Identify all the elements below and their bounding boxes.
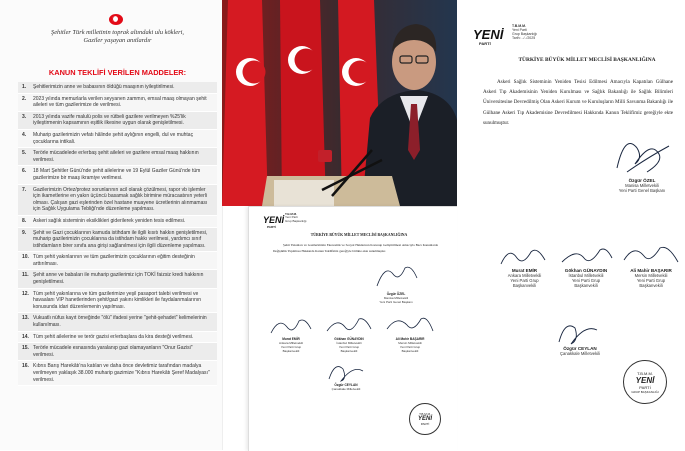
signer-role: Yeni Parti Genel Başkanı: [379, 300, 413, 304]
law-item-text: Terörle mücadelede er/erbaş şehit aileleri ve gazilere emsal maaş hakkının verilmesi.: [33, 150, 199, 163]
law-item-number: 13.: [22, 315, 29, 322]
signer-role: Yeni Parti Grup: [510, 278, 539, 283]
signer-name: Gökhan GÜNAYDIN: [334, 337, 364, 341]
signer-role: Başkanvekili: [639, 283, 663, 288]
law-item: [18, 270, 217, 288]
signature-block: [497, 244, 552, 288]
law-item-text: Terörle mücadele esnasında yaralanıp gazi olamayanların "Onur Gazisi" verilmesi.: [33, 345, 193, 358]
party-logo-sub: PARTİ: [479, 41, 491, 46]
signature-block: [620, 244, 682, 288]
header-line: Tarih: ../../2025: [512, 36, 536, 40]
document-header: [285, 213, 345, 223]
party-stamp: [623, 360, 667, 404]
law-item-number: 10.: [22, 254, 29, 261]
law-item-text: Tüm şehit yakınlarına ve tüm gazilerimize yeşil pasaport talebi verilmesi ve havaalanı VIP hanetlerinden şehit/gazi yakını kimlikleri ile faydalanmalarının konusunda idari düzenlemenin yapılması.: [33, 290, 202, 310]
signature-icon: [497, 244, 552, 268]
signer-role: Başkanvekili: [340, 349, 358, 353]
law-item-number: 2.: [22, 95, 27, 102]
petition-document-middle: [248, 206, 457, 451]
signer-title: İstanbul Milletvekili: [568, 273, 604, 278]
signature-last: [321, 359, 371, 391]
law-item-text: Şehitlerimizin anne ve babasının öldüğü maaşının iyileştirilmesi.: [33, 84, 175, 90]
signature-row: [497, 244, 682, 288]
party-logo-sub: PARTİ: [267, 225, 276, 229]
signer-name: Murat EMİR: [511, 268, 538, 273]
signer-role: Başkanvekili: [574, 283, 598, 288]
law-items-panel: [0, 0, 223, 450]
law-item-number: 7.: [22, 186, 27, 193]
signature-block: [383, 315, 437, 353]
law-item: [18, 185, 217, 216]
law-item: [18, 228, 217, 253]
law-item-text: Şehit anne ve babaları ile muharip gazilerimiz için TOKİ faizsiz kredi hakkının genişletilmesi.: [33, 272, 204, 286]
law-item-number: 3.: [22, 113, 27, 120]
law-item: [18, 166, 217, 184]
signature-icon: [267, 315, 315, 337]
law-item-number: 16.: [22, 363, 29, 370]
document-heading: TÜRKİYE BÜYÜK MİLLET MECLİSİ BAŞKANLIĞINA: [518, 57, 656, 63]
law-item-text: 2013 yılında vazife malulü polis ve rütbeli gazilere verilmeyen %25'lik iyileştirmenin kapsamının eşitlik ilkesine uygun olarak genişletilmesi.: [33, 113, 186, 127]
signature-icon: [549, 316, 611, 346]
law-item-text: Tüm şehit yakınlarının ve tüm gazilerimizin çocuklarının eğitim desteğinin arttırılması.: [33, 254, 195, 267]
signature-icon: [321, 359, 371, 383]
party-logo: YENİ: [263, 215, 285, 225]
speaker-photo-illustration: [222, 0, 457, 206]
document-heading: TÜRKİYE BÜYÜK MİLLET MECLİSİ BAŞKANLIĞINA: [310, 233, 408, 237]
law-item-text: Vukuatlı nüfus kayıt örneğinde "ölü" ifadesi yerine "şehit-şehadet" kelimelerinin kullanılması.: [33, 315, 207, 329]
law-item-number: 14.: [22, 333, 29, 340]
signer-name: Özgür ÖZEL: [386, 292, 406, 296]
signature-icon: [556, 244, 616, 268]
document-body: Askeri Sağlık Sisteminin Yeniden Tesisi Edilmesi Amacıyla Kapatılan Gülhane Askeri Tıp Akademisinin Yeniden Kurulması ve Sağlık Bakanlığı ile Sağlık Bilimleri Üniversitesine Devredilmiş Olan Askeri Kurum ve Kuruluşların Milli Savunma Bakanlığı ile Gülhane Askeri Tıp Akademisine Devredilmesi Hakkında Kanun Teklifimiz gereğiyle ekte sunulmuştur.: [483, 79, 673, 126]
signature-row: [267, 315, 437, 353]
law-item: [18, 289, 217, 314]
signature-icon: [371, 262, 421, 292]
signature-block: [556, 244, 616, 288]
law-item-text: Muharip gazilerimizin vefatı hâlinde şehit aylığının engelli, dul ve muhtaç çocuklarına intikali.: [33, 131, 194, 145]
signer-role: Başkanvekili: [282, 349, 300, 353]
signer-role: Başkanvekili: [401, 349, 419, 353]
signer-name: Özgür CEYLAN: [563, 346, 597, 351]
law-item-text: Şehit ve Gazi çocuklarının kamuda istihdam ile ilgili kısıtı hakkın genişletilmesi, muharip gazilerimizin çocuklarına da istihdam hakkı verilmesi, yardımcı sınıf istihdamların birer sınıfa ana girişi sağlanılmesi için ilgili düzenleme yapılması.: [33, 229, 208, 249]
law-items-list: [18, 82, 217, 386]
law-item-number: 11.: [22, 272, 29, 279]
signature-last: [549, 316, 611, 356]
law-item: [18, 130, 217, 148]
stamp-line: PARTİ: [420, 422, 430, 426]
stamp-line: YENİ: [635, 375, 655, 385]
signer-title: Çanakkale Milletvekili: [559, 351, 601, 356]
law-item: [18, 313, 217, 331]
party-stamp: [409, 403, 441, 435]
signer-title: İstanbul Milletvekili: [336, 341, 362, 345]
stamp-line: GRUP BAŞKANLIĞI: [631, 389, 659, 394]
stamp-line: T.B.M.M.: [637, 370, 653, 376]
party-logo: YENİ: [473, 27, 504, 42]
signer-title: Mersin Milletvekili: [398, 341, 422, 345]
signer-title: Mersin Milletvekili: [634, 273, 668, 278]
law-item-number: 6.: [22, 168, 27, 175]
law-item-text: Kıbrıs Barış Harekâtı'na katılan ve daha önce devletimiz tarafından madalya verilmeyen yaklaşık 38.000 muharip gazimize "Kıbrıs Harekâtı Şeref Madalyası" verilmesi.: [33, 363, 210, 383]
law-item-number: 15.: [22, 345, 29, 352]
signer-role: Başkanvekili: [512, 283, 537, 288]
law-item: [18, 343, 217, 361]
signer-name: Ali Mahir BAŞARIR: [395, 337, 425, 341]
law-item: [18, 216, 217, 228]
signature-block: [323, 315, 375, 353]
speaker-photo: [222, 0, 457, 206]
signer-role: Yeni Parti Genel Başkanı: [618, 188, 666, 193]
document-body: Şehit Yakınları ve Gazilerimizin Ekonomik ve Sosyal Haklarının Korunup Geliştirilmesi Amacıyla Bazı Kanunlarda Değişiklik Yapılması Hakkında Kanun Teklifimiz gereğiyle birlikte ekte sunulmuştur.: [273, 243, 438, 253]
signer-name: Özgür ÖZEL: [628, 178, 656, 183]
signature-main: [371, 262, 421, 304]
law-item: [18, 252, 217, 270]
stamp-line: PARTİ: [639, 384, 651, 390]
signature-icon: [323, 315, 375, 337]
law-item: [18, 112, 217, 130]
signer-name: Gökhan GÜNAYDIN: [564, 268, 608, 273]
signer-name: Özgür CEYLAN: [334, 383, 358, 387]
law-item: [18, 332, 217, 344]
law-item: [18, 82, 217, 94]
stamp-line: YENİ: [417, 416, 432, 422]
turkish-flag-icon: [109, 14, 123, 25]
document-header: [512, 24, 582, 40]
signer-name: Ali Mahir BAŞARIR: [630, 268, 672, 273]
signature-main: [607, 128, 677, 193]
motto-line-2: Gaziler yaşayan anıtlardır: [83, 37, 152, 44]
signer-title: Ankara Milletvekili: [507, 273, 542, 278]
signature-block: [267, 315, 315, 353]
header-line: T.B.M.M.: [512, 24, 526, 28]
panel-title: KANUN TEKLİFİ VERİLEN MADDELER:: [48, 68, 187, 77]
law-item-number: 8.: [22, 217, 27, 224]
law-item: [18, 361, 217, 386]
signature-icon: [383, 315, 437, 337]
stamp-line: T.B.M.M.: [419, 412, 431, 416]
law-item-text: 2023 yılında memurlarla verilen seyyanen zammın, emsal maaş olmayan şehit aileleri ve tüm gazilerimize de verilmesi.: [33, 95, 207, 109]
law-item-text: Tüm şehit ailelerine ve terör gazisi er/erbaşlara da kira desteği verilmesi.: [33, 333, 194, 340]
law-item-number: 4.: [22, 131, 27, 138]
signer-name: Murat EMİR: [282, 337, 300, 341]
header-line: Grup Başkanlığı: [285, 218, 307, 223]
law-item-number: 12.: [22, 290, 29, 297]
signature-icon: [620, 244, 682, 268]
petition-document-right: [457, 0, 685, 450]
law-item-number: 9.: [22, 229, 27, 236]
signer-role: Yeni Parti Grup: [338, 345, 360, 349]
signer-title: Ankara Milletvekili: [278, 341, 303, 345]
signer-title: Çanakkale Milletvekili: [331, 387, 361, 391]
signer-title: Manisa Milletvekili: [383, 296, 409, 300]
signer-role: Yeni Parti Grup: [571, 278, 601, 283]
law-item-number: 5.: [22, 150, 27, 157]
law-item-number: 1.: [22, 84, 27, 90]
signature-icon: [607, 128, 677, 178]
motto-line-1: Şehitler Türk milletinin toprak altındaki ulu kökleri,: [51, 29, 184, 36]
motto: [30, 29, 205, 45]
signer-role: Yeni Parti Grup: [636, 278, 666, 283]
header-line: T.B.M.M.: [285, 212, 297, 216]
signer-role: Yeni Parti Grup: [399, 345, 421, 349]
signer-title: Manisa Milletvekili: [625, 183, 659, 188]
law-item: [18, 94, 217, 112]
header-line: Yeni Parti: [285, 215, 298, 220]
law-item-text: Gazilerimizin Ortez/protez sorunlarının acil olarak çözülmesi, rapor vb işlemler için ikametlerine en yakın üçüncü basamak sağlık birimine müracaatının yeterli olması. Çalışan gazi eşlerinden özel hastane muayene ücretlerinin alınmaması için Sağlık Uygulama Tebliği'nde düzenleme yapılması.: [33, 186, 208, 213]
signer-role: Yeni Parti Grup: [280, 345, 302, 349]
law-item: [18, 148, 217, 166]
law-item-text: Askeri sağlık sisteminin eksiklikleri giderilerek yeniden tesis edilmesi.: [33, 217, 186, 224]
header-line: Grup Başkanlığı: [512, 32, 538, 36]
header-line: Yeni Parti: [512, 28, 527, 32]
law-item-text: 18 Mart Şehitler Günü'nde şehit ailelerine ve 19 Eylül Gaziler Günü'nde tüm gazilerimize bir maaş ikramiye verilmesi.: [33, 168, 201, 181]
